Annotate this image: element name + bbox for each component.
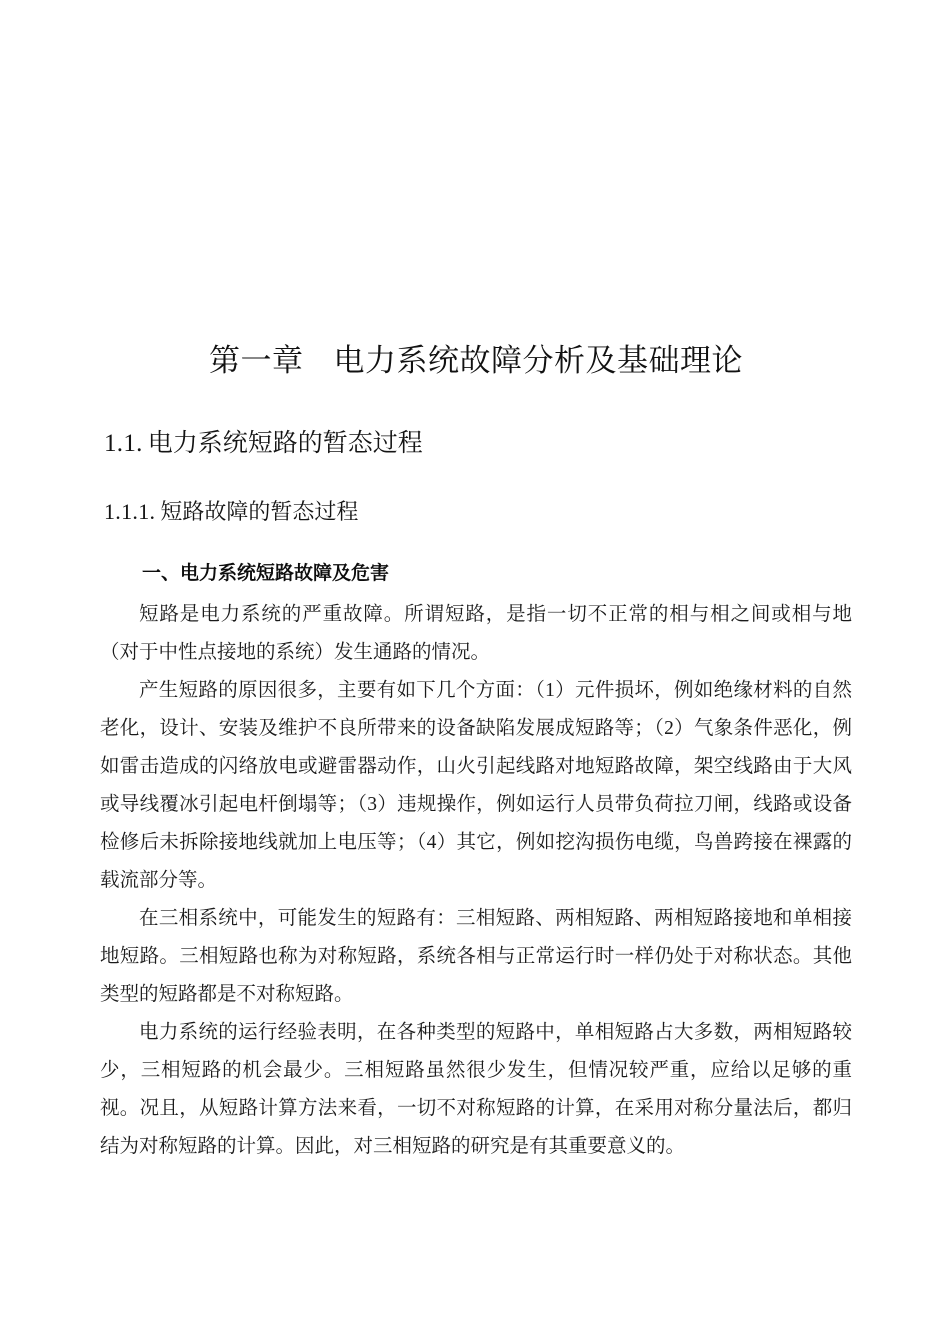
chapter-number: 第一章 bbox=[209, 343, 304, 378]
section-title-1-1-1: 短路故障的暂态过程 bbox=[160, 499, 359, 524]
section-title-1-1: 电力系统短路的暂态过程 bbox=[147, 430, 423, 457]
section-number-1-1-1: 1.1.1. bbox=[104, 499, 156, 524]
chapter-title bbox=[100, 342, 852, 379]
section-number-1-1: 1.1. bbox=[104, 430, 143, 457]
chapter-title-text: 电力系统故障分析及基础理论 bbox=[333, 343, 743, 378]
paragraph-1: 短路是电力系统的严重故障。所谓短路，是指一切不正常的相与相之间或相与地（对于中性点接地的系统）发生通路的情况。 bbox=[100, 604, 852, 663]
section-heading-1-1 bbox=[104, 429, 423, 459]
paragraph-4: 电力系统的运行经验表明，在各种类型的短路中，单相短路占大多数，两相短路较少，三相短路的机会最少。三相短路虽然很少发生，但情况较严重，应给以足够的重视。况且，从短路计算方法来看，一切不对称短路的计算，在采用对称分量法后，都归结为对称短路的计算。因此，对三相短路的研究是有其重要意义的。 bbox=[100, 1022, 852, 1157]
paragraph-3: 在三相系统中，可能发生的短路有：三相短路、两相短路、两相短路接地和单相接地短路。三相短路也称为对称短路，系统各相与正常运行时一样仍处于对称状态。其他类型的短路都是不对称短路。 bbox=[100, 908, 852, 1005]
paragraph-2: 产生短路的原因很多，主要有如下几个方面：（1）元件损坏，例如绝缘材料的自然老化，设计、安装及维护不良所带来的设备缺陷发展成短路等；（2）气象条件恶化，例如雷击造成的闪络放电或避雷器动作，山火引起线路对地短路故障，架空线路由于大风或导线覆冰引起电杆倒塌等；（3）违规操作，例如运行人员带负荷拉刀闸，线路或设备检修后未拆除接地线就加上电压等；（4）其它，例如挖沟损伤电缆，鸟兽跨接在裸露的载流部分等。 bbox=[100, 680, 852, 891]
section-heading-1-1-1 bbox=[104, 499, 358, 525]
subheading-hazards: 一、电力系统短路故障及危害 bbox=[142, 563, 390, 584]
body-text bbox=[100, 596, 852, 1166]
